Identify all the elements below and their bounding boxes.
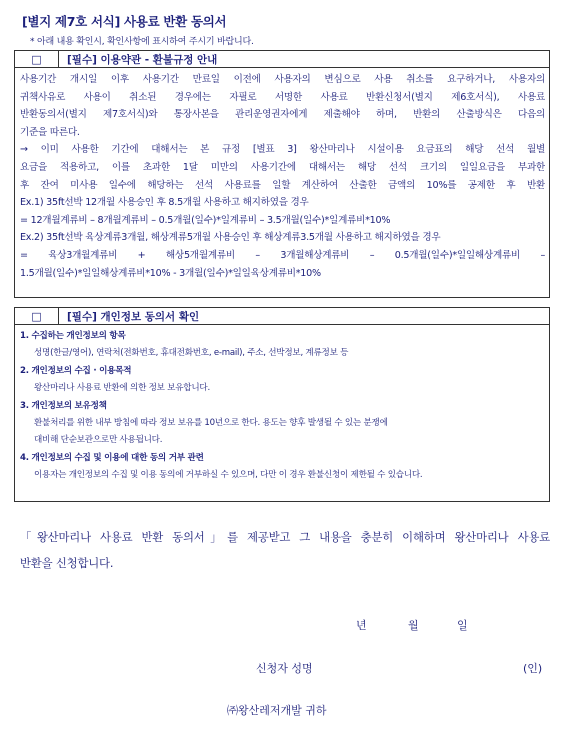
terms-section-heading: [필수] 이용약관 - 환불규정 안내	[67, 53, 218, 66]
terms-line: 기준을 따른다.	[20, 126, 80, 138]
privacy-item-text: 성명(한글/영어), 연락처(전화번호, 휴대전화번호, e-mail), 주소, 선박정보, 계류정보 등	[34, 348, 349, 359]
terms-section-body	[15, 68, 549, 282]
privacy-item-title: 2. 개인정보의 수집 · 이용목적	[20, 365, 132, 376]
privacy-item-text: 이용자는 개인정보의 수집 및 이용 동의에 거부하실 수 있으며, 다만 이 경우 환불신청이 제한될 수 있습니다.	[34, 470, 423, 481]
privacy-section-heading: [필수] 개인정보 동의서 확인	[67, 310, 200, 323]
terms-line: 요금을 적용하고, 이를 초과한 1달 미만의 사용기간에 대해서는 해당 선석 크기의 일일요금을 부과한	[20, 161, 545, 173]
privacy-item-text: 왕산마리나 사용료 반환에 의한 정보 보유합니다.	[34, 383, 210, 394]
applicant-name-label: 신청자 성명	[256, 662, 313, 675]
terms-example-line: = 12개월계류비 – 8개월계류비 – 0.5개월(일수)*일계류비 – 3.5개월(일수)*일계류비*10%	[20, 214, 391, 226]
terms-line: 귀책사유로 사용이 취소된 경우에는 자필로 서명한 사용료 반환신청서(별지 제6호서식), 사용료	[20, 91, 545, 103]
terms-example-line: 1.5개월(일수)*일일해상계류비*10% - 3개월(일수)*일일육상계류비*10%	[20, 267, 321, 279]
applicant-name-field[interactable]	[334, 674, 514, 675]
terms-example-line: = 육상3개월계류비 + 해상5개월계류비 – 3개월해상계류비 – 0.5개월(일수)*일일해상계류비 –	[20, 249, 545, 261]
consent-line: 「왕산마리나 사용료 반환 동의서」를 제공받고 그 내용을 충분히 이해하며 왕산마리나 사용료	[20, 530, 550, 544]
privacy-item-text: 대비해 단순보관으로만 사용됩니다.	[34, 435, 163, 446]
privacy-item-title: 1. 수집하는 개인정보의 항목	[20, 331, 126, 341]
date-year-label: 년	[356, 619, 367, 632]
terms-agree-checkbox[interactable]: □	[15, 51, 59, 67]
date-month-label: 월	[408, 619, 419, 632]
privacy-item-title: 3. 개인정보의 보유정책	[20, 400, 107, 411]
terms-example-line: Ex.1) 35ft선박 12개월 사용승인 후 8.5개월 사용하고 해지하였을 경우	[20, 197, 309, 209]
form-note: * 아래 내용 확인시, 확인사항에 표시하여 주시기 바랍니다.	[30, 37, 254, 47]
privacy-agree-checkbox[interactable]: □	[15, 308, 59, 324]
terms-example-line: Ex.2) 35ft선박 육상계류3개월, 해상계류5개월 사용승인 후 해상계류3.5개월 사용하고 해지하였을 경우	[20, 232, 441, 244]
terms-line: → 이미 사용한 기간에 대해서는 본 규정 [별표 3] 왕산마리나 시설이용 요금표의 해당 선석 월별	[20, 144, 545, 156]
terms-section	[14, 50, 550, 298]
recipient: ㈜왕산레저개발 귀하	[227, 704, 327, 717]
date-day-label: 일	[457, 619, 468, 632]
form-title: [별지 제7호 서식] 사용료 반환 동의서	[22, 14, 227, 29]
consent-statement	[20, 524, 550, 576]
privacy-section	[14, 307, 550, 502]
privacy-section-header	[15, 308, 549, 325]
privacy-item-title: 4. 개인정보의 수집 및 이용에 대한 동의 거부 관련	[20, 452, 204, 463]
seal-mark: (인)	[523, 662, 543, 675]
terms-line: 후 잔여 미사용 일수에 해당하는 선석 사용료를 일할 계산하여 산출한 금액의 10%를 공제한 후 반환	[20, 179, 545, 191]
terms-section-header	[15, 51, 549, 68]
privacy-item-text: 환불처리를 위한 내부 방침에 따라 정보 보유를 10년으로 한다. 용도는 향후 발생될 수 있는 분쟁에	[34, 418, 388, 429]
privacy-section-body	[15, 325, 549, 485]
consent-line: 반환을 신청합니다.	[20, 556, 114, 570]
terms-line: 반환동의서(별지 제7호서식)와 통장사본을 관리운영권자에게 제출해야 하며, 반환의 산출방식은 다음의	[20, 109, 545, 121]
terms-line: 사용기간 개시일 이후 사용기간 만료일 이전에 사용자의 변심으로 사용 취소를 요구하거나, 사용자의	[20, 74, 545, 85]
